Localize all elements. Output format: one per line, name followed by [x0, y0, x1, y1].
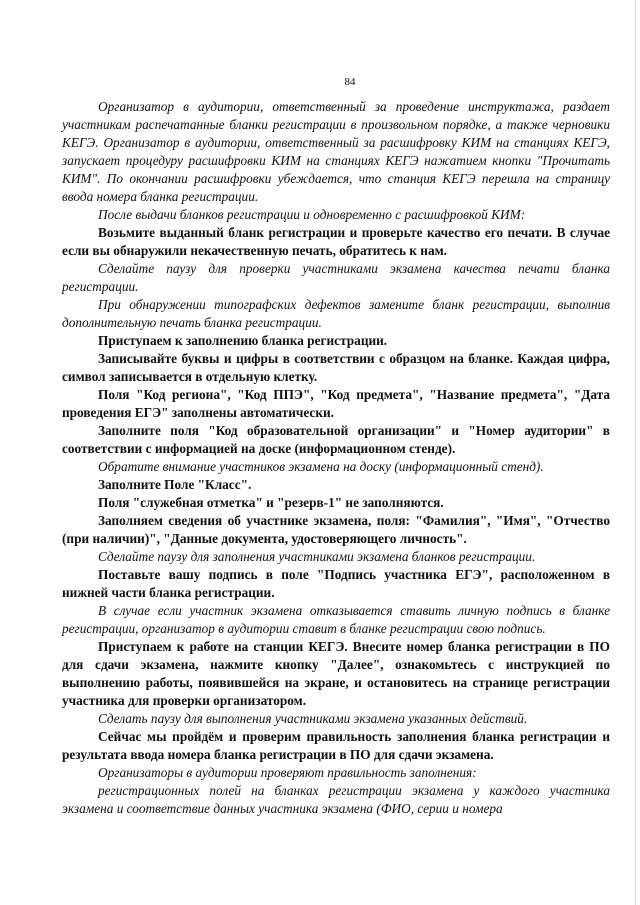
write-per-sample-instruction: Записывайте буквы и цифры в соответствии с образцом на бланке. Каждая цифра, символ записывается в отдельную клетку.: [62, 351, 610, 384]
board-attention-note: Обратите внимание участников экзамена на доску (информационный стенд).: [98, 459, 544, 474]
organizers-check-note: Организаторы в аудитории проверяют правильность заполнения:: [98, 765, 477, 780]
pause-print-check-note: Сделайте паузу для проверки участниками экзамена качества печати бланка регистрации.: [62, 261, 610, 294]
station-work-instruction: Приступаем к работе на станции КЕГЭ. Внесите номер бланка регистрации в ПО для сдачи экзамена, нажмите кнопку "Далее", ознакомьтесь с инструкцией по выполнению работы, появившейся на экране, и остановитесь на странице регистрации участника для проверки организатором.: [62, 639, 610, 708]
pause-actions-note: Сделать паузу для выполнения участниками экзамена указанных действий.: [98, 711, 528, 726]
reserved-fields-instruction: Поля "служебная отметка" и "резерв-1" не заполняются.: [98, 495, 444, 510]
organization-room-fields-instruction: Заполните поля "Код образовательной организации" и "Номер аудитории" в соответствии с информацией на доске (информационном стенде).: [62, 423, 610, 456]
class-field-instruction: Заполните Поле "Класс".: [98, 477, 252, 492]
after-distribution-note: После выдачи бланков регистрации и одновременно с расшифровкой КИМ:: [98, 207, 526, 222]
participant-info-instruction: Заполняем сведения об участнике экзамена, поля: "Фамилия", "Имя", "Отчество (при наличии)", "Данные документа, удостоверяющего личность".: [62, 513, 610, 546]
signature-refusal-note: В случае если участник экзамена отказывается ставить личную подпись в бланке регистрации, организатор в аудитории ставит в бланке регистрации свою подпись.: [62, 603, 610, 636]
check-print-quality-instruction: Возьмите выданный бланк регистрации и проверьте качество его печати. В случае если вы обнаружили некачественную печать, обратитесь к нам.: [62, 225, 610, 258]
start-filling-instruction: Приступаем к заполнению бланка регистрации.: [98, 333, 388, 348]
auto-filled-fields-instruction: Поля "Код региона", "Код ППЭ", "Код предмета", "Название предмета", "Дата проведения ЕГЭ" заполнены автоматически.: [62, 387, 610, 420]
signature-instruction: Поставьте вашу подпись в поле "Подпись участника ЕГЭ", расположенном в нижней части бланка регистрации.: [62, 567, 610, 600]
registration-fields-check-note: регистрационных полей на бланках регистрации экзамена у каждого участника экзамена и соответствие данных участника экзамена (ФИО, серии и номера: [62, 783, 610, 816]
pause-filling-note: Сделайте паузу для заполнения участниками экзамена бланков регистрации.: [98, 549, 536, 564]
replace-defective-form-note: При обнаружении типографских дефектов замените бланк регистрации, выполнив дополнительную печать бланка регистрации.: [62, 297, 610, 330]
page-number: 84: [344, 76, 356, 88]
page-edge-line: [635, 0, 636, 905]
organizer-distribution-paragraph: Организатор в аудитории, ответственный за проведение инструктажа, раздает участникам распечатанные бланки регистрации в произвольном порядке, а также черновики КЕГЭ. Организатор в аудитории, ответственный за расшифровку КИМ на станциях КЕГЭ, запускает процедуру расшифровки КИМ на станциях КЕГЭ нажатием кнопки "Прочитать КИМ". По окончании расшифровки убеждается, что станция КЕГЭ перешла на страницу ввода номера бланка регистрации.: [62, 99, 610, 204]
verification-instruction: Сейчас мы пройдём и проверим правильность заполнения бланка регистрации и результата ввода номера бланка регистрации в ПО для сдачи экзамена.: [62, 729, 610, 762]
instruction-text: [62, 98, 610, 818]
